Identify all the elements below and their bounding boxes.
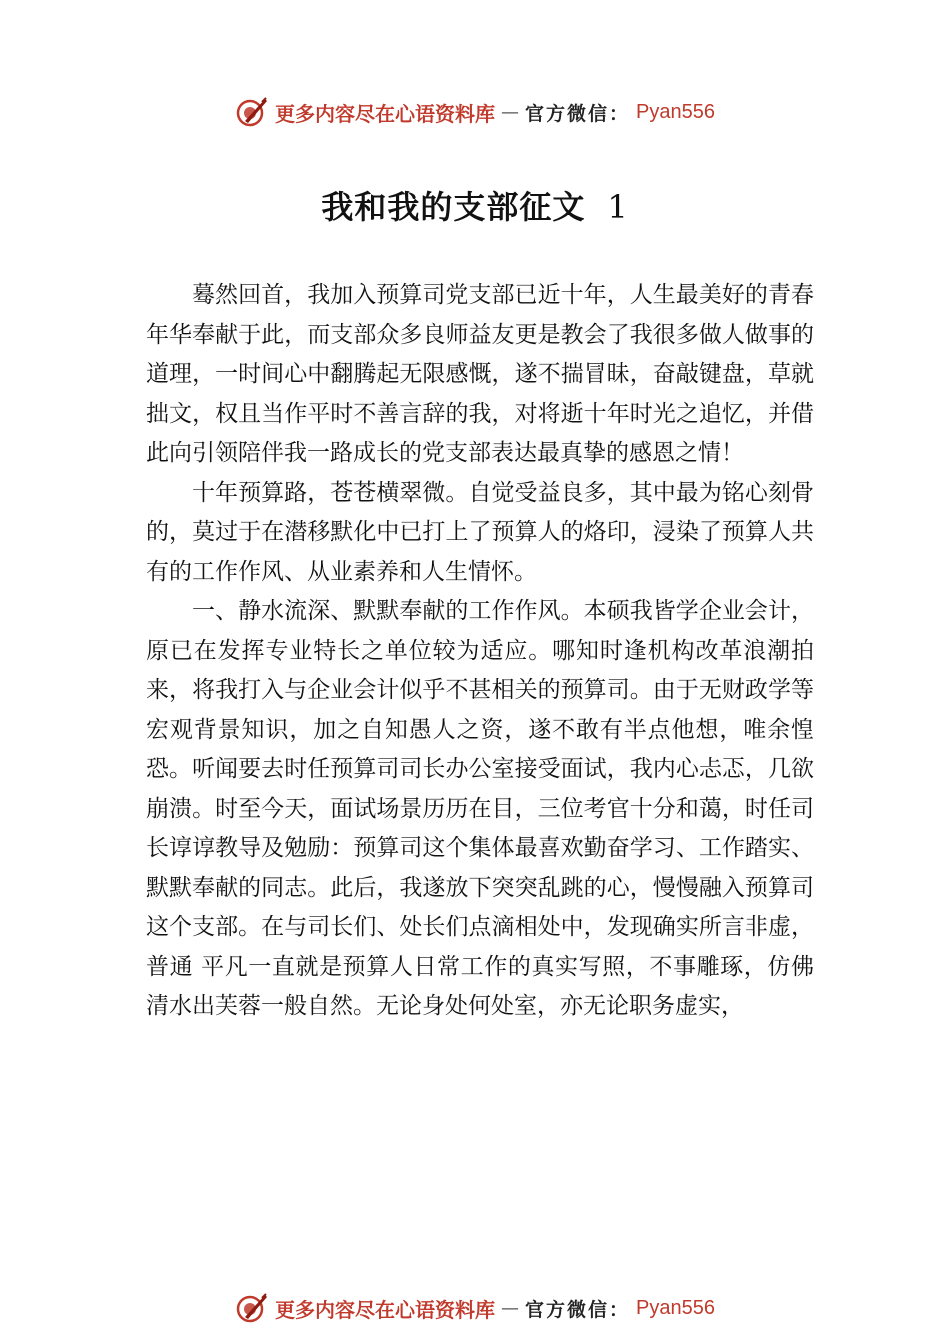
- header-wechat-label: 官方微信：: [525, 102, 631, 125]
- document-title: [0, 182, 950, 228]
- footer-wechat-label: 官方微信：: [525, 1298, 631, 1321]
- header-wechat-id: Pyan556: [636, 100, 715, 123]
- footer-dash: —: [501, 1297, 519, 1319]
- header-library-text: 更多内容尽在心语资料库: [275, 101, 495, 126]
- paragraph-2: 十年预算路，苍苍横翠微。自觉受益良多，其中最为铭心刻骨的，莫过于在潜移默化中已打上了预算人的烙印，浸染了预算人共有的工作作风、从业素养和人生情怀。: [146, 479, 814, 585]
- header-dash: —: [501, 101, 519, 123]
- footer-wechat-id: Pyan556: [636, 1296, 715, 1319]
- document-title-text: 我和我的支部征文: [321, 188, 586, 226]
- quill-seal-icon: [235, 95, 269, 129]
- document-title-number: 1: [607, 188, 629, 226]
- document-body: [146, 276, 814, 1027]
- header-banner: [0, 92, 950, 132]
- paragraph-1: 蓦然回首，我加入预算司党支部已近十年，人生最美好的青春年华奉献于此，而支部众多良师益友更是教会了我很多做人做事的道理，一时间心中翻腾起无限感慨，遂不揣冒昧，奋敲键盘，草就拙文，权且当作平时不善言辞的我，对将逝十年时光之追忆，并借此向引领陪伴我一路成长的党支部表达最真挚的感恩之情！: [146, 282, 814, 466]
- footer-banner: [0, 1288, 950, 1328]
- footer-library-text: 更多内容尽在心语资料库: [275, 1297, 495, 1322]
- quill-seal-icon: [235, 1291, 269, 1325]
- paragraph-3: 一、静水流深、默默奉献的工作作风。本硕我皆学企业会计，原已在发挥专业特长之单位较为适应。哪知时逢机构改革浪潮拍来，将我打入与企业会计似乎不甚相关的预算司。由于无财政学等宏观背景知识，加之自知愚人之资，遂不敢有半点他想，唯余惶恐。听闻要去时任预算司司长办公室接受面试，我内心忐忑，几欲崩溃。时至今天，面试场景历历在目，三位考官十分和蔼，时任司长谆谆教导及勉励：预算司这个集体最喜欢勤奋学习、工作踏实、默默奉献的同志。此后，我遂放下突突乱跳的心，慢慢融入预算司这个支部。在与司长们、处长们点滴相处中，发现确实所言非虚，普通 平凡一直就是预算人日常工作的真实写照，不事雕琢，仿佛 清水出芙蓉一般自然。无论身处何处室，亦无论职务虚实，: [146, 598, 814, 1019]
